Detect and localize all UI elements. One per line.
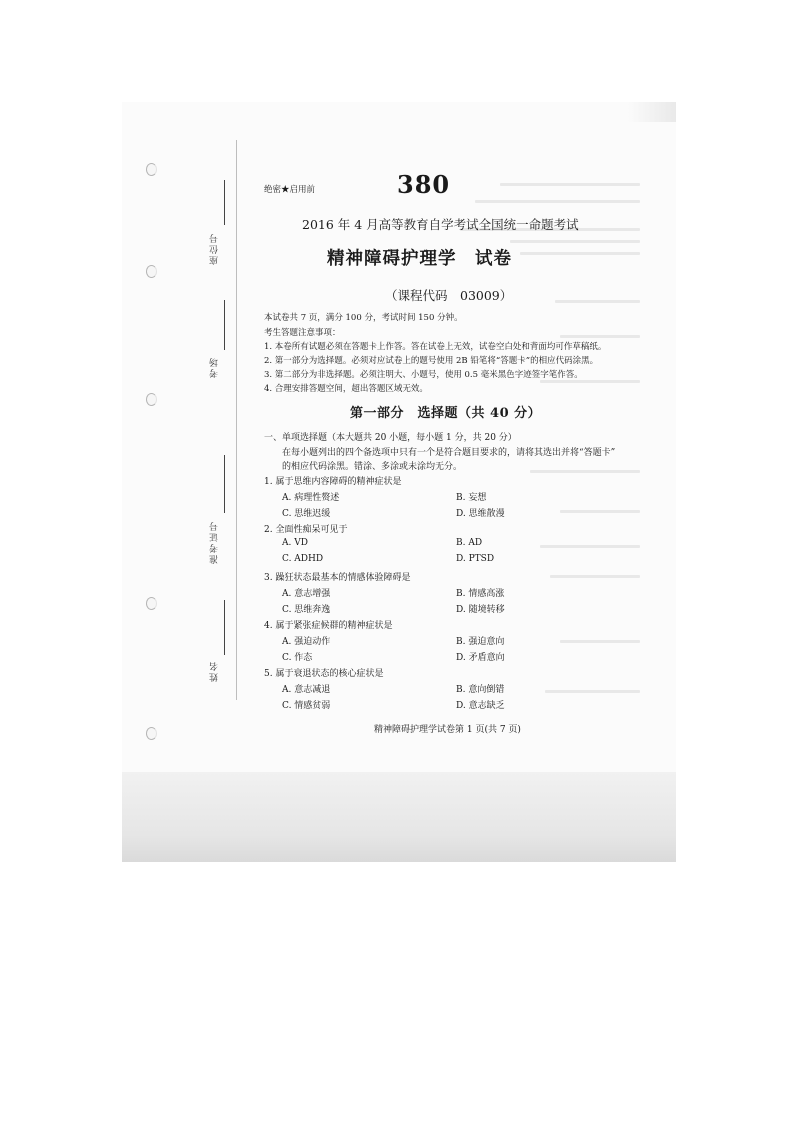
option-d: D. PTSD [456,554,495,564]
bleed-through [475,200,640,203]
option-c: C. 作态 [282,653,313,663]
option-b: B. AD [456,538,483,548]
name-line [224,600,225,655]
option-d: D. 意志缺乏 [456,701,505,711]
option-d: D. 思维散漫 [456,509,505,519]
seat-line [224,180,225,225]
paper-summary: 本试卷共 7 页，满分 100 分，考试时间 150 分钟。 [264,313,463,323]
bleed-through [550,575,640,578]
part-heading: 一、单项选择题（本大题共 20 小题，每小题 1 分，共 20 分） [264,433,517,443]
instruction-line: 的相应代码涂黑。错涂、多涂或未涂均无分。 [282,462,463,472]
punch-hole [146,265,157,278]
course-code: （课程代码 03009） [385,288,513,303]
question-stem: 4. 属于紧张症候群的精神症状是 [264,621,393,631]
question-stem: 1. 属于思维内容障碍的精神症状是 [264,477,402,487]
bleed-through [510,240,640,243]
punch-hole [146,163,157,176]
punch-hole [146,727,157,740]
margin-rule [236,140,237,700]
option-b: B. 强迫意向 [456,637,505,647]
bleed-through [555,300,640,303]
note-item: 1. 本卷所有试题必须在答题卡上作答。答在试卷上无效，试卷空白处和背面均可作草稿纸。 [264,342,607,352]
option-a: A. VD [282,538,308,548]
bleed-through [530,470,640,473]
option-a: A. 病理性赘述 [282,493,340,503]
bleed-through [545,690,640,693]
ticket-label: 准考证号 [210,520,220,564]
paper-code: 380 [397,170,451,199]
exam-title: 2016 年 4 月高等教育自学考试全国统一命题考试 [302,217,579,232]
punch-hole [146,393,157,406]
option-c: C. 情感贫弱 [282,701,331,711]
option-c: C. ADHD [282,554,324,564]
punch-hole [146,597,157,610]
option-c: C. 思维迟缓 [282,509,331,519]
option-b: B. 妄想 [456,493,487,503]
note-item: 4. 合理安排答题空间，超出答题区域无效。 [264,384,428,394]
note-item: 3. 第二部分为非选择题。必须注明大、小题号，使用 0.5 毫米黑色字迹签字笔作答。 [264,370,583,380]
question-stem: 5. 属于衰退状态的核心症状是 [264,669,384,679]
notes-title: 考生答题注意事项： [264,328,341,338]
seat-label: 座位号 [210,232,220,265]
bleed-through [560,335,640,338]
name-label: 姓名 [210,660,220,682]
instruction-line: 在每小题列出的四个备选项中只有一个是符合题目要求的，请将其选出并将“答题卡” [282,448,616,458]
room-line [224,300,225,350]
option-a: A. 强迫动作 [282,637,331,647]
option-c: C. 思维奔逸 [282,605,331,615]
room-label: 考场 [210,356,220,378]
bleed-through [560,510,640,513]
question-stem: 2. 全面性痴呆可见于 [264,525,348,535]
bleed-through [560,640,640,643]
note-item: 2. 第一部分为选择题。必须对应试卷上的题号使用 2B 铅笔将“答题卡”的相应代码涂黑。 [264,356,599,366]
subject-title: 精神障碍护理学 试卷 [327,249,512,269]
bleed-through [520,252,640,255]
scan-shadow [122,772,676,862]
secret-label: 绝密★启用前 [264,185,316,195]
option-d: D. 随境转移 [456,605,505,615]
bleed-through [540,380,640,383]
bleed-through [500,183,640,186]
option-b: B. 情感高涨 [456,589,505,599]
section-title: 第一部分 选择题（共 40 分） [350,406,542,421]
scan-corner [628,102,676,122]
bleed-through [540,545,640,548]
option-d: D. 矛盾意向 [456,653,505,663]
option-b: B. 意向倒错 [456,685,505,695]
option-a: A. 意志增强 [282,589,331,599]
page-footer: 精神障碍护理学试卷第 1 页(共 7 页) [374,725,521,735]
option-a: A. 意志减退 [282,685,331,695]
ticket-line [224,455,225,513]
question-stem: 3. 躁狂状态最基本的情感体验障碍是 [264,573,411,583]
